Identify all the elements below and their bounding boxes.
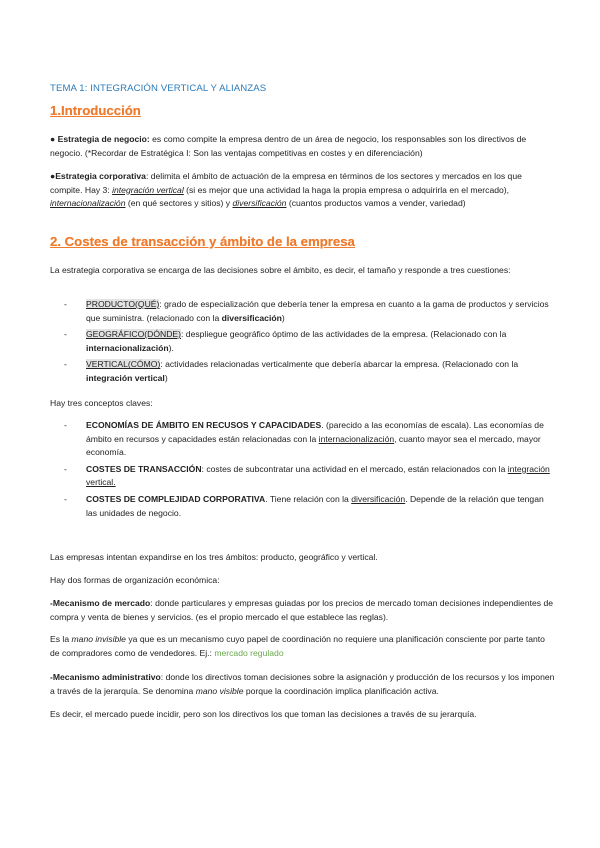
economias-ambito-label: ECONOMÍAS DE ÁMBITO EN RECUSOS Y CAPACIDADES: [86, 420, 322, 430]
estrategia-negocio-text: es como compite la empresa dentro de un área de negocio, los responsables son los directivos de negocio. (*Recordar de Estratégica I: Son las ventajas competitivas en costes y en diferenciación): [50, 134, 527, 158]
section2-intro: La estrategia corporativa se encarga de las decisiones sobre el ámbito, es decir, el tamaño y responde a tres cuestiones:: [50, 265, 511, 275]
dash-marker: -: [64, 463, 67, 474]
bullet: ●: [50, 134, 56, 144]
forms-paragraph: Hay dos formas de organización económica:: [50, 575, 220, 585]
text-fragment: porque la coordinación implica planificación activa.: [243, 685, 439, 696]
concepts-intro: Hay tres conceptos claves:: [50, 398, 153, 408]
mecanismo-administrativo-paragraph: [50, 671, 556, 698]
text-fragment: , cuanto mayor sea el mercado, mayor economía.: [86, 433, 541, 458]
estrategia-corporativa-label: Estrategia corporativa: [55, 171, 146, 181]
text-fragment: ).: [168, 342, 174, 353]
list-item: [50, 358, 556, 385]
final-paragraph: Es decir, el mercado puede incidir, pero son los directivos los que toman las decisiones a través de su jerarquía.: [50, 709, 477, 719]
bold-term: internacionalización: [86, 342, 169, 353]
dash-marker: -: [64, 420, 67, 430]
mano-visible-term: mano visible: [195, 685, 244, 696]
dash-marker: -: [64, 493, 67, 504]
text-fragment: (en qué sectores y sitios) y: [125, 198, 233, 209]
text-fragment: : actividades relacionadas verticalmente que debería abarcar la empresa. (Relacionado con la: [160, 359, 519, 370]
bold-term: integración vertical: [86, 372, 165, 383]
integracion-vertical-term: integración vertical: [112, 184, 184, 195]
mecanismo-administrativo-label: -Mecanismo administrativo: [50, 672, 161, 682]
text-fragment: ): [281, 312, 285, 323]
list-item: [50, 328, 556, 355]
internacionalizacion-term: internacionalización: [50, 198, 126, 209]
text-fragment: ): [164, 372, 168, 383]
mercado-regulado-term: mercado regulado: [214, 647, 284, 658]
producto-label: PRODUCTO(QUÉ): [86, 299, 160, 309]
text-fragment: ya que es un mecanismo cuyo papel de coordinación no requiere una planificación consciente por parte tanto de compradores como de vendedores. Ej.:: [50, 634, 545, 658]
list-item: [50, 298, 556, 325]
dash-marker: -: [64, 329, 67, 340]
document-title: TEMA 1: INTEGRACIÓN VERTICAL Y ALIANZAS: [50, 83, 267, 94]
costes-complejidad-label: COSTES DE COMPLEJIDAD CORPORATIVA: [86, 493, 266, 504]
list-item: [50, 463, 556, 490]
bullet: ●: [50, 171, 56, 181]
text-fragment: (si es mejor que una actividad la haga la propia empresa o adquirirla en el mercado),: [183, 184, 510, 195]
dash-marker: -: [64, 299, 67, 309]
underlined-term: internacionalización: [318, 433, 395, 444]
estrategia-negocio-label: Estrategia de negocio:: [57, 134, 150, 144]
mecanismo-mercado-label: -Mecanismo de mercado: [50, 598, 151, 608]
text-fragment: . (parecido a las economías de escala). Las economías de ámbito en recursos y capacidades están relacionadas con la: [86, 420, 544, 444]
underlined-term: diversificación: [351, 493, 406, 504]
text-fragment: : delimita el ámbito de actuación de la empresa en términos de los sectores y mercados en los que compite. Hay 3:: [50, 171, 522, 195]
text-fragment: Es la: [50, 634, 72, 644]
vertical-label: VERTICAL(CÓMO): [86, 359, 161, 370]
text-fragment: : donde particulares y empresas guiadas por los precios de mercado toman decisiones independientes de compra y venta de bienes y servicios. (es el propio mercado el que establece las reglas).: [50, 598, 554, 622]
underlined-term: integración vertical.: [86, 463, 550, 488]
concepts-list: [50, 419, 556, 523]
text-fragment: : costes de subcontratar una actividad en el mercado, están relacionados con la: [201, 463, 508, 474]
expand-paragraph: Las empresas intentan expandirse en los tres ámbitos: producto, geográfico y vertical.: [50, 552, 378, 562]
mano-invisible-term: mano invisible: [71, 634, 126, 644]
text-fragment: (cuantos productos vamos a vender, variedad): [286, 198, 466, 209]
geografico-label: GEOGRÁFICO(DÓNDE): [86, 329, 182, 340]
estrategia-negocio-paragraph: [50, 133, 556, 160]
text-fragment: : grado de especialización que debería tener la empresa en cuanto a la gama de productos y servicios que suministra. (relacionado con la: [86, 299, 549, 323]
section1-heading: 1.Introducción: [50, 103, 141, 118]
mecanismo-mercado-paragraph: [50, 597, 556, 624]
costes-transaccion-label: COSTES DE TRANSACCIÓN: [86, 463, 202, 474]
section2-heading: 2. Costes de transacción y ámbito de la empresa: [50, 234, 355, 249]
text-fragment: . Depende de la relación que tengan las unidades de negocio.: [86, 493, 544, 518]
mano-invisible-paragraph: [50, 633, 556, 660]
list-item: [50, 493, 556, 520]
dash-marker: -: [64, 359, 67, 370]
questions-list: [50, 298, 556, 389]
estrategia-corporativa-paragraph: [50, 170, 556, 211]
text-fragment: : donde los directivos toman decisiones sobre la asignación y producción de los recursos y los imponen a través de la jerarquía. Se denomina: [50, 672, 555, 696]
list-item: [50, 419, 556, 460]
text-fragment: : despliegue geográfico óptimo de las actividades de la empresa. (Relacionado con la: [181, 329, 507, 340]
text-fragment: . Tiene relación con la: [265, 493, 352, 504]
bold-term: diversificación: [221, 312, 282, 323]
diversificacion-term: diversificación: [232, 198, 287, 209]
